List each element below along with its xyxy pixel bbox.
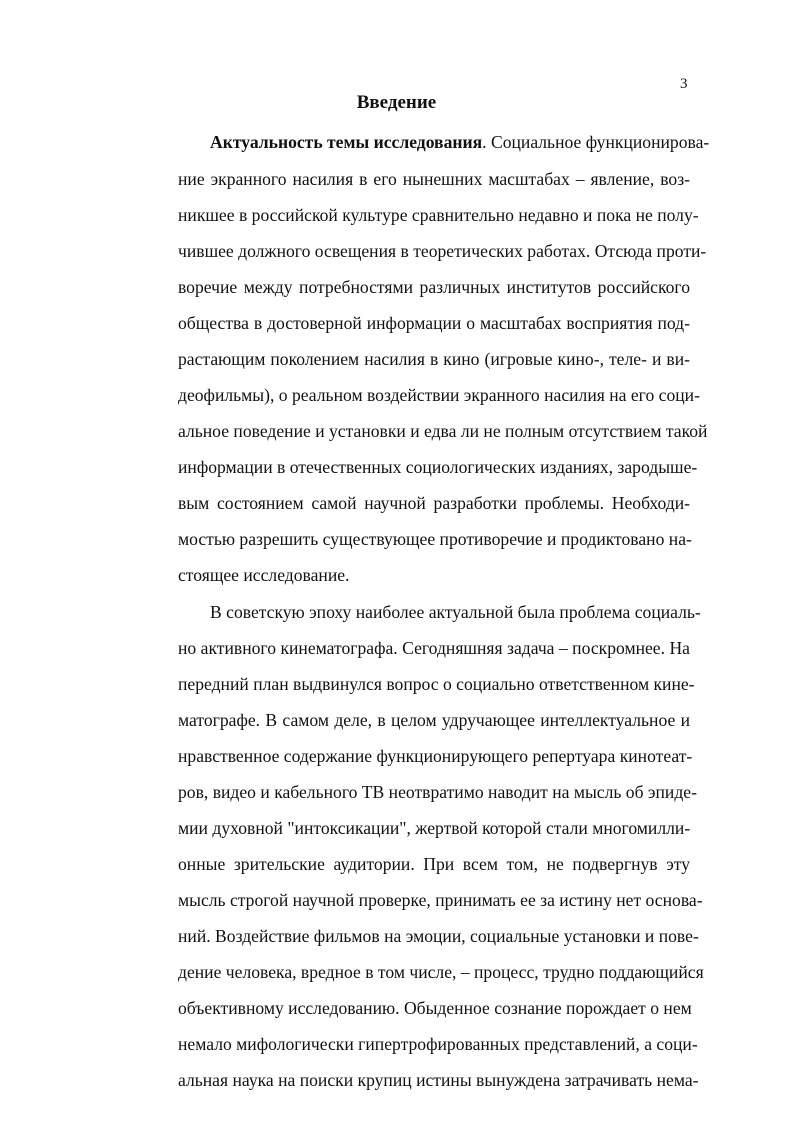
paragraph-line: вым состоянием самой научной разработки проблемы. Необходи-	[178, 493, 690, 513]
paragraph-line: дение человека, вредное в том числе, – процесс, трудно поддающийся	[178, 962, 704, 982]
paragraph-line: стоящее исследование.	[178, 565, 350, 585]
paragraph-line: никшее в российской культуре сравнительно недавно и пока не полу-	[178, 205, 699, 225]
paragraph-line: альная наука на поиски крупиц истины вынуждена затрачивать нема-	[178, 1070, 699, 1090]
lead-suffix: . Социальное функционирова-	[482, 132, 710, 152]
paragraph-line: общества в достоверной информации о масштабах восприятия под-	[178, 313, 690, 333]
paragraph-line: чившее должного освещения в теоретических работах. Отсюда проти-	[178, 241, 707, 261]
paragraph-line: В советскую эпоху наиболее актуальной была проблема социаль-	[210, 602, 701, 622]
paragraph-line: информации в отечественных социологических изданиях, зародыше-	[178, 457, 698, 477]
paragraph-line: мии духовной "интоксикации", жертвой которой стали многомилли-	[178, 818, 691, 838]
paragraph-line: немало мифологически гипертрофированных представлений, а соци-	[178, 1034, 698, 1054]
paragraph-line: альное поведение и установки и едва ли не полным отсутствием такой	[178, 421, 708, 441]
paragraph-line: ний. Воздействие фильмов на эмоции, социальные установки и пове-	[178, 926, 699, 946]
paragraph-line: растающим поколением насилия в кино (игровые кино-, теле- и ви-	[178, 349, 690, 369]
paragraph-line: объективному исследованию. Обыденное сознание порождает о нем	[178, 998, 692, 1018]
section-title: Введение	[356, 92, 437, 113]
paragraph-line: мостью разрешить существующее противоречие и продиктовано на-	[178, 529, 692, 549]
paragraph-line: деофильмы), о реальном воздействии экранного насилия на его соци-	[178, 385, 700, 405]
paragraph-line: воречие между потребностями различных институтов российского	[178, 277, 690, 297]
paragraph-line: мысль строгой научной проверке, принимать ее за истину нет основа-	[178, 890, 703, 910]
lead-phrase: Актуальность темы исследования	[210, 132, 483, 152]
paragraph-line: нравственное содержание функционирующего репертуара кинотеат-	[178, 746, 693, 766]
paragraph-line: передний план выдвинулся вопрос о социально ответственном кине-	[178, 674, 695, 694]
paragraph-line: онные зрительские аудитории. При всем том, не подвергнув эту	[178, 854, 690, 874]
paragraph-line: ние экранного насилия в его нынешних масштабах – явление, воз-	[178, 169, 690, 189]
paragraph-line: ров, видео и кабельного ТВ неотвратимо наводит на мысль об эпиде-	[178, 782, 697, 802]
paragraph-line: но активного кинематографа. Сегодняшняя задача – поскромнее. На	[178, 638, 690, 658]
page-number: 3	[680, 76, 688, 92]
paragraph-line	[210, 132, 710, 153]
paragraph-line: матографе. В самом деле, в целом удручающее интеллектуальное и	[178, 710, 690, 730]
